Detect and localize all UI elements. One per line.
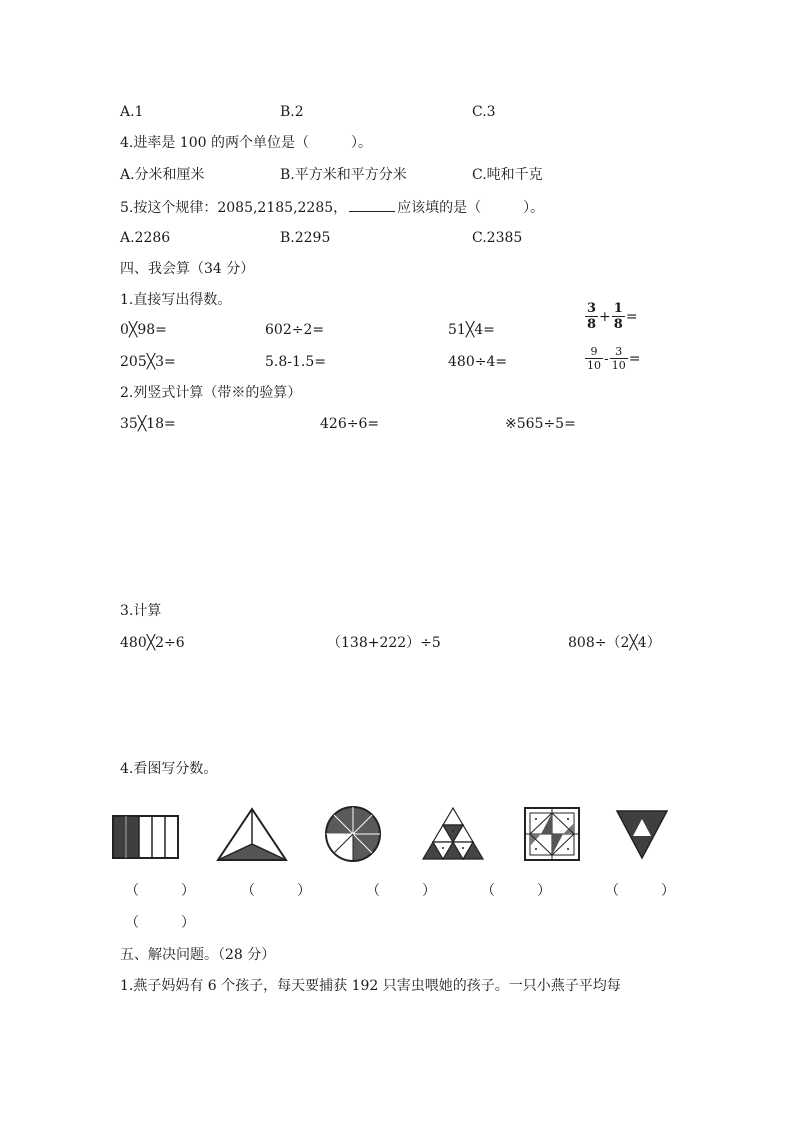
triangle-figure bbox=[215, 806, 289, 864]
part-title: 1.直接写出得数。 bbox=[120, 292, 232, 308]
option-c: C.3 bbox=[472, 104, 496, 120]
word-problem-text: 1.燕子妈妈有 6 个孩子，每天要捕获 192 只害虫喂她的孩子。一只小燕子平均每 bbox=[120, 978, 621, 994]
numerator: 1 bbox=[613, 301, 623, 316]
triangle-grid-figure bbox=[421, 805, 485, 863]
answer-blank[interactable]: （ ） bbox=[125, 883, 195, 899]
section-title: 五、解决问题。（28 分） bbox=[120, 947, 276, 963]
mental-math-item: 0╳98= bbox=[120, 322, 167, 338]
fraction-expression bbox=[585, 346, 641, 371]
question-4-stem: 4.进率是 100 的两个单位是（ ）。 bbox=[120, 135, 372, 151]
mental-math-item: 205╳3= bbox=[120, 354, 176, 370]
vertical-calc-item: ※565÷5= bbox=[505, 416, 576, 432]
answer-blank[interactable]: （ ） bbox=[481, 883, 551, 899]
question-5-stem-start: 5.按这个规律：2085,2185,2285， bbox=[120, 200, 348, 216]
option-c: C.吨和千克 bbox=[472, 167, 543, 183]
numerator: 3 bbox=[610, 346, 628, 359]
fraction bbox=[612, 302, 625, 331]
denominator: 10 bbox=[587, 359, 601, 372]
part-title: 2.列竖式计算（带※的验算） bbox=[120, 385, 302, 401]
option-a: A.2286 bbox=[120, 230, 171, 246]
question-5-stem bbox=[120, 199, 544, 215]
numerator: 9 bbox=[585, 346, 603, 359]
calc-item: （138+222）÷5 bbox=[327, 635, 441, 651]
mental-math-item: 5.8-1.5= bbox=[265, 354, 326, 370]
fraction bbox=[585, 302, 598, 331]
mental-math-item: 480÷4= bbox=[448, 354, 508, 370]
part-title: 3.计算 bbox=[120, 603, 162, 619]
answer-blank-line bbox=[349, 199, 395, 212]
answer-blank[interactable]: （ ） bbox=[241, 883, 311, 899]
answer-blank[interactable]: （ ） bbox=[366, 883, 436, 899]
answer-blank[interactable]: （ ） bbox=[125, 915, 195, 931]
vertical-calc-item: 426÷6= bbox=[320, 416, 380, 432]
shaded-rectangle-figure bbox=[112, 813, 180, 861]
option-c: C.2385 bbox=[472, 230, 523, 246]
numerator: 3 bbox=[587, 301, 597, 316]
denominator: 10 bbox=[611, 359, 626, 372]
operator: + bbox=[599, 308, 611, 325]
answer-blank[interactable]: （ ） bbox=[605, 883, 675, 899]
vertical-calc-item: 35╳18= bbox=[120, 416, 176, 432]
square-pattern-figure bbox=[523, 806, 581, 862]
option-b: B.平方米和平方分米 bbox=[280, 167, 407, 183]
inverted-triangle-figure bbox=[614, 808, 670, 862]
option-a: A.分米和厘米 bbox=[120, 167, 205, 183]
calc-item: 480╳2÷6 bbox=[120, 635, 185, 651]
section-title: 四、我会算（34 分） bbox=[120, 261, 255, 277]
fraction-expression bbox=[585, 302, 639, 331]
option-b: B.2 bbox=[280, 104, 304, 120]
fraction bbox=[610, 346, 628, 371]
question-5-stem-end: 应该填的是（ ）。 bbox=[397, 200, 545, 216]
operator: - bbox=[604, 350, 609, 367]
denominator: 8 bbox=[587, 317, 597, 332]
fraction bbox=[585, 346, 603, 371]
equals-sign: = bbox=[628, 350, 641, 367]
mental-math-item: 602÷2= bbox=[265, 322, 325, 338]
option-b: B.2295 bbox=[280, 230, 331, 246]
circle-figure bbox=[323, 804, 383, 864]
equals-sign: = bbox=[625, 308, 638, 325]
option-a: A.1 bbox=[120, 104, 144, 120]
mental-math-item: 51╳4= bbox=[448, 322, 495, 338]
calc-item: 808÷（2╳4） bbox=[568, 635, 661, 651]
denominator: 8 bbox=[613, 317, 623, 332]
part-title: 4.看图写分数。 bbox=[120, 761, 218, 777]
